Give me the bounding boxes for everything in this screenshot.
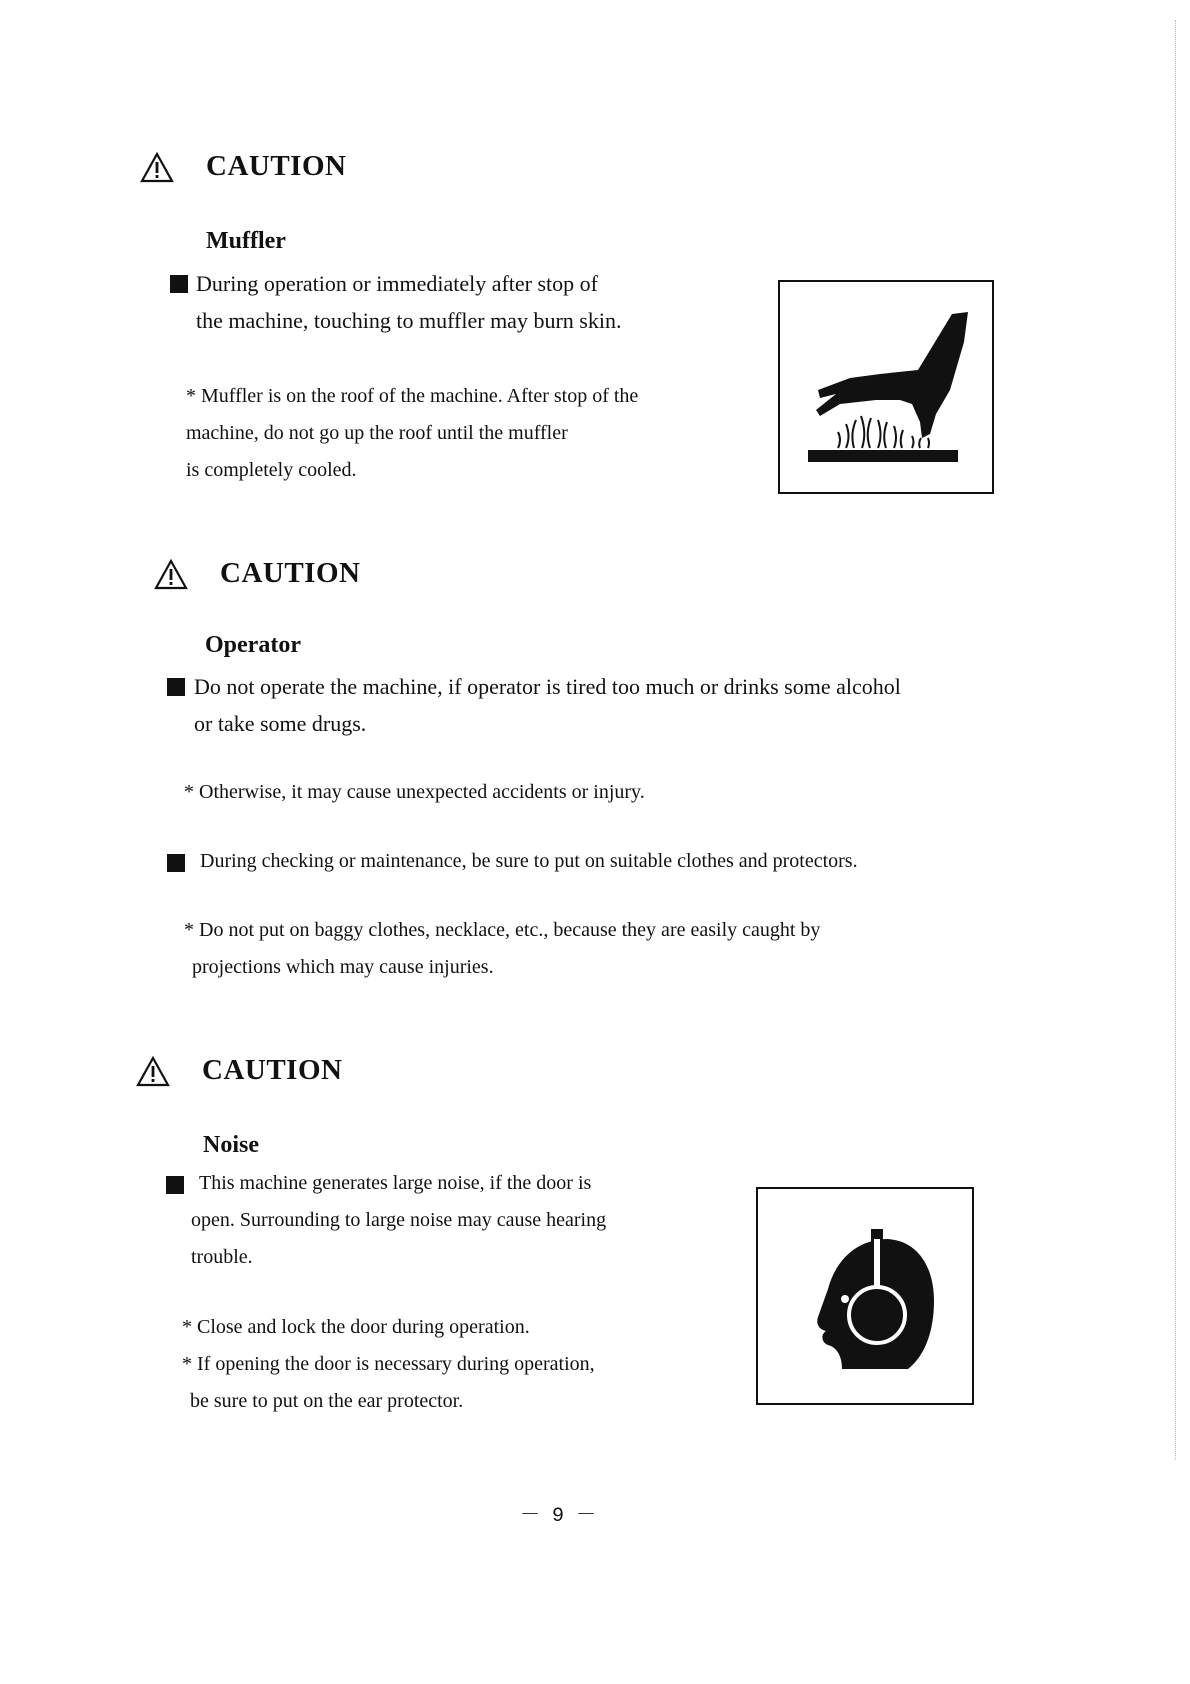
note-line: * If opening the door is necessary during operation, <box>182 1353 595 1375</box>
page-number: － 9 － <box>520 1505 597 1528</box>
hot-surface-symbol-box <box>778 280 994 494</box>
bullet-line: open. Surrounding to large noise may cause hearing <box>191 1209 607 1231</box>
note-line: * Muffler is on the roof of the machine. After stop of the <box>186 385 639 407</box>
warning-triangle-icon <box>140 152 174 183</box>
note-line: projections which may cause injuries. <box>192 956 494 978</box>
note-line: machine, do not go up the roof until the muffler <box>186 422 568 444</box>
bullet-text <box>200 843 858 880</box>
bullet-text <box>196 265 621 339</box>
note-line: is completely cooled. <box>186 459 357 481</box>
note-line: be sure to put on the ear protector. <box>190 1390 464 1412</box>
bullet-square <box>166 1176 184 1194</box>
bullet-square <box>170 275 188 293</box>
bullet-line: During operation or immediately after stop of <box>196 271 598 296</box>
note-line: * Do not put on baggy clothes, necklace, etc., because they are easily caught by <box>184 919 821 941</box>
ear-protector-head-icon <box>758 1189 972 1403</box>
caution-heading: CAUTION <box>202 1054 343 1086</box>
note-text <box>186 378 638 489</box>
ear-protector-symbol-box <box>756 1187 974 1405</box>
bullet-square <box>167 678 185 696</box>
subheading-operator: Operator <box>205 632 301 658</box>
note-text <box>182 1309 595 1420</box>
bullet-line: trouble. <box>191 1246 253 1268</box>
bullet-line: During checking or maintenance, be sure to put on suitable clothes and protectors. <box>200 850 858 872</box>
note-line: * Otherwise, it may cause unexpected accidents or injury. <box>184 781 645 803</box>
note-text <box>184 912 820 986</box>
bullet-line: the machine, touching to muffler may burn skin. <box>196 308 622 333</box>
subheading-muffler: Muffler <box>206 228 286 254</box>
hot-surface-hand-icon <box>780 282 992 492</box>
bullet-line: or take some drugs. <box>194 711 367 736</box>
warning-triangle-icon <box>154 559 188 590</box>
caution-heading: CAUTION <box>206 150 347 182</box>
note-text <box>184 774 645 811</box>
bullet-square <box>167 854 185 872</box>
bullet-text <box>191 1165 607 1276</box>
bullet-line: Do not operate the machine, if operator is tired too much or drinks some alcohol <box>194 674 901 699</box>
note-line: * Close and lock the door during operation. <box>182 1316 530 1338</box>
scan-edge-rule <box>1175 20 1176 1460</box>
bullet-text <box>194 668 901 742</box>
caution-heading: CAUTION <box>220 557 361 589</box>
subheading-noise: Noise <box>203 1132 259 1158</box>
bullet-line: This machine generates large noise, if the door is <box>199 1172 592 1194</box>
warning-triangle-icon <box>136 1056 170 1087</box>
